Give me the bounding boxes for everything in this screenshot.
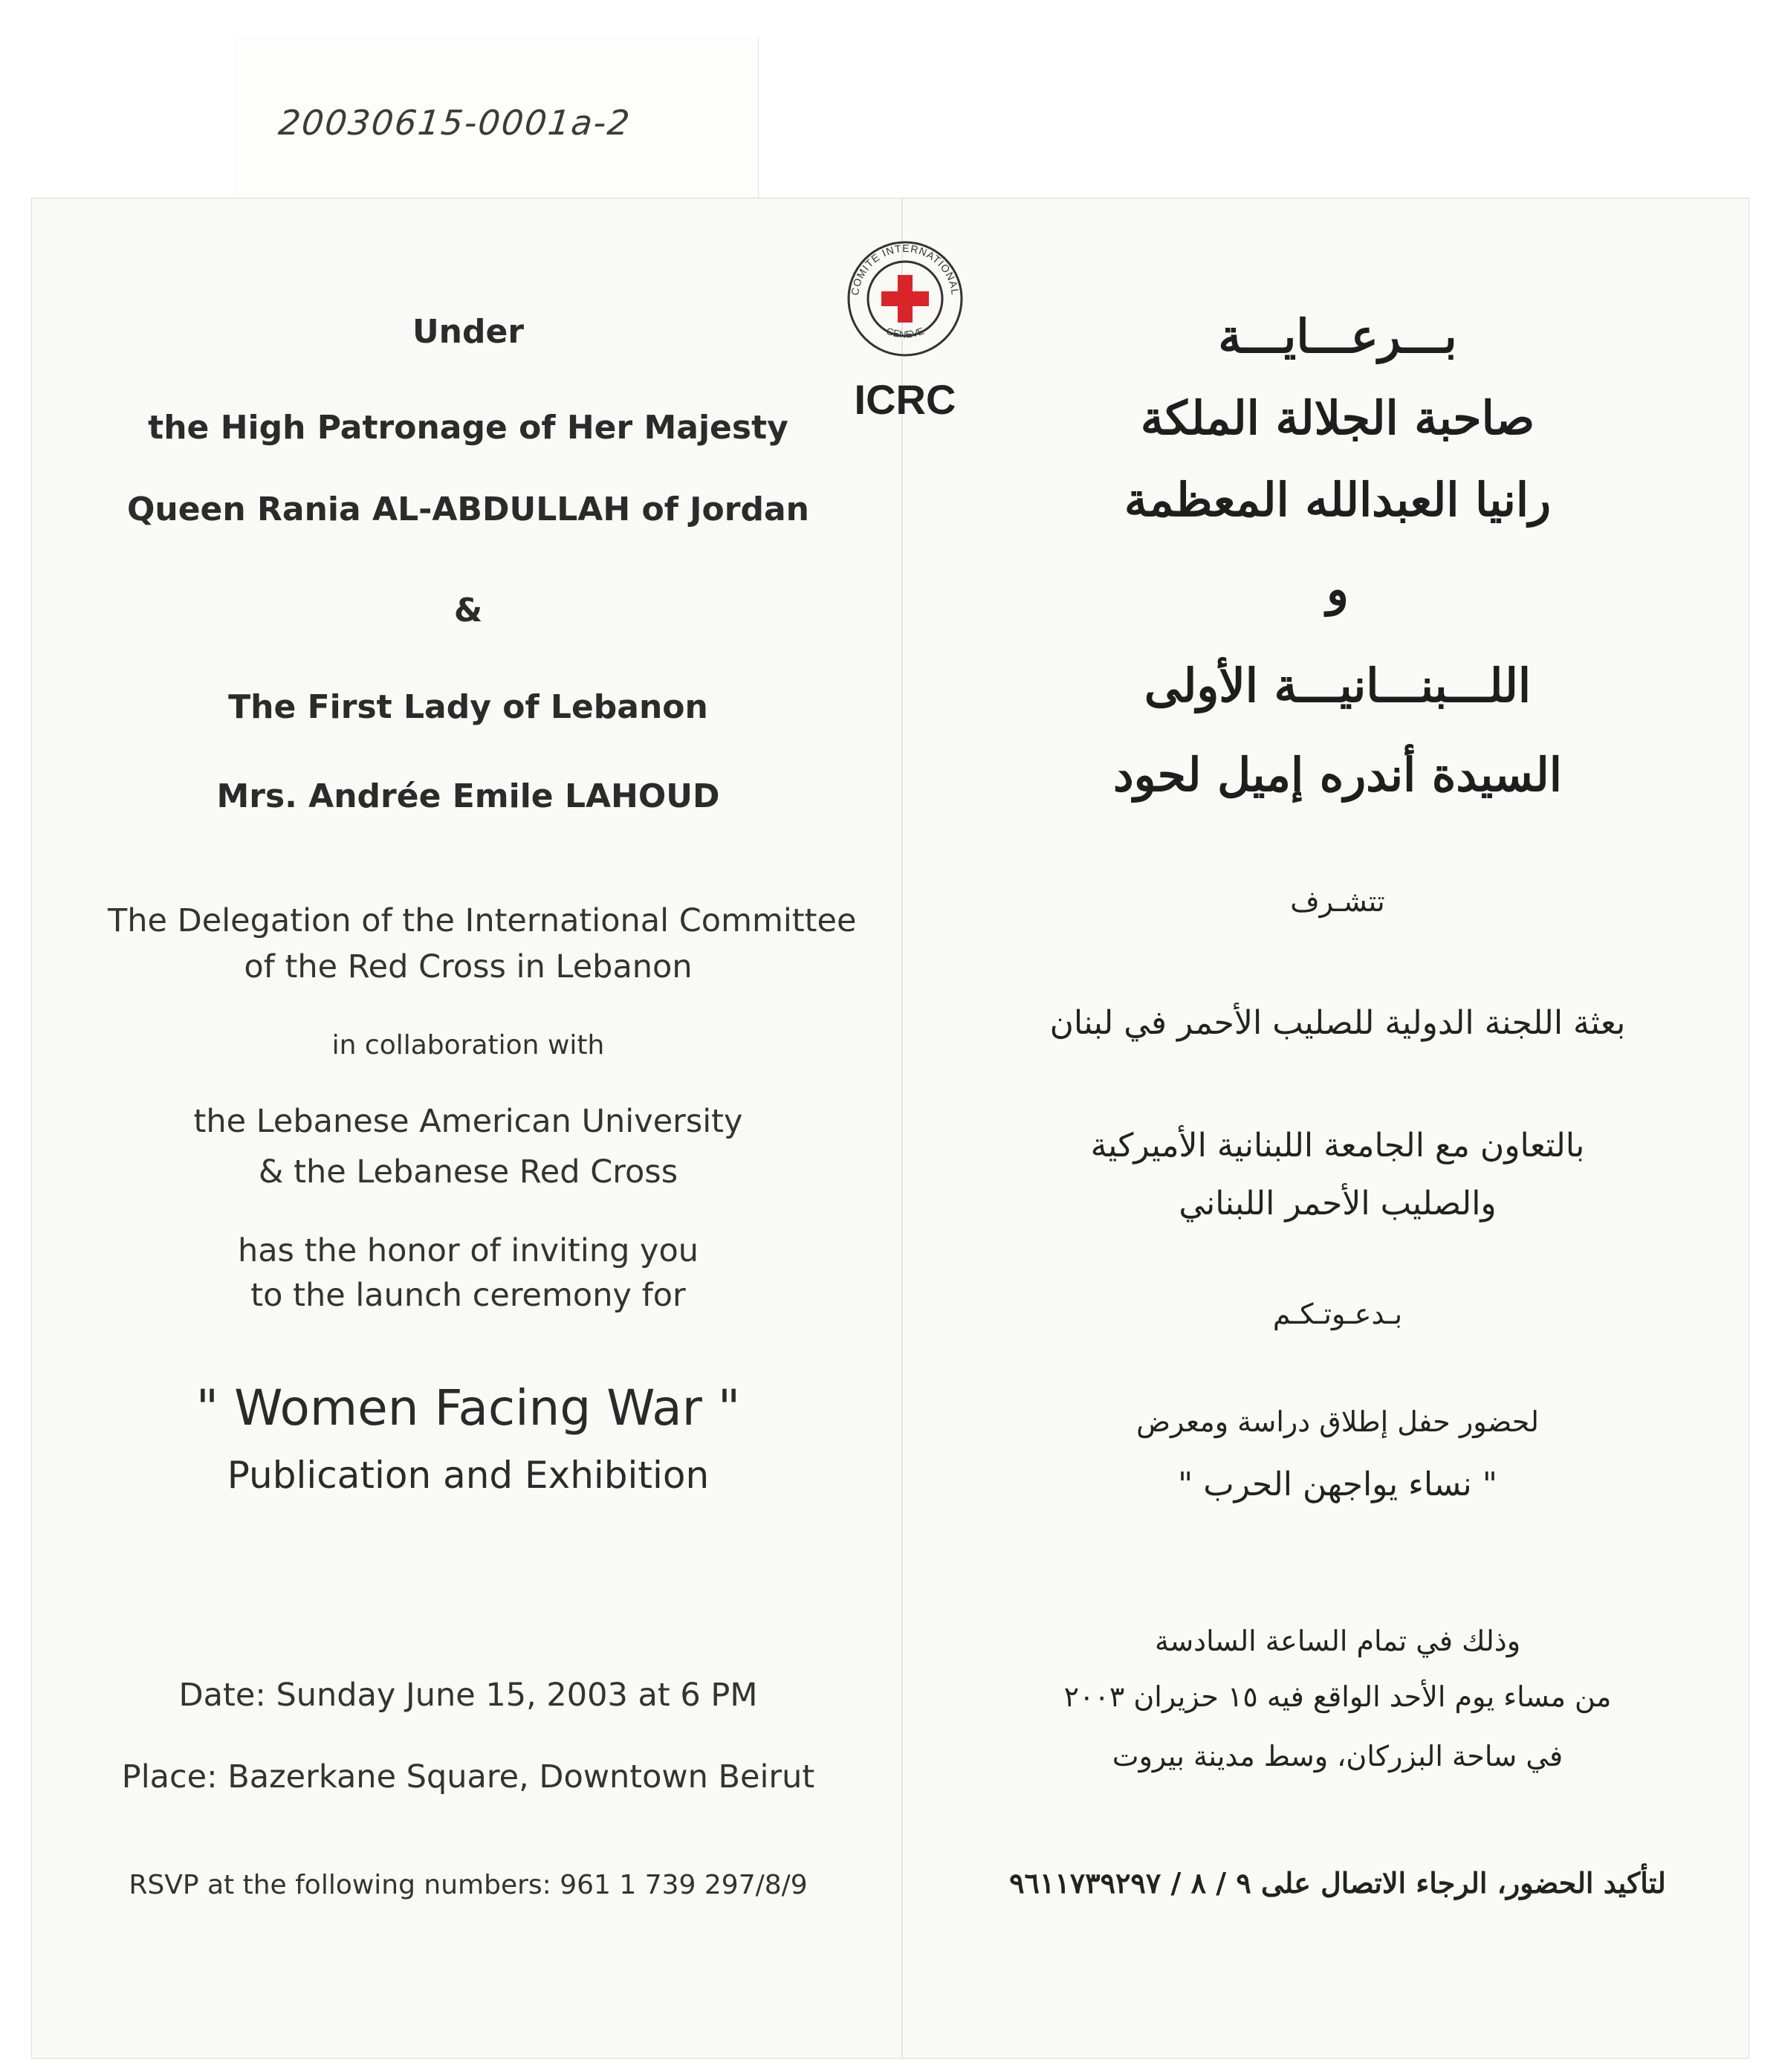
honor-line-2: to the launch ceremony for: [250, 1277, 686, 1314]
event-title: " Women Facing War ": [195, 1379, 741, 1437]
arabic-line-11: بـدعـوتـكـم: [1272, 1298, 1403, 1330]
partner-line-2: & the Lebanese Red Cross: [258, 1153, 678, 1191]
collaboration-line: in collaboration with: [331, 1030, 605, 1061]
card-fold: [901, 198, 903, 2057]
rsvp-line: RSVP at the following numbers: 961 1 739 297/8/9: [129, 1870, 808, 1900]
arabic-line-4: و: [1326, 562, 1349, 616]
first-lady-line: The First Lady of Lebanon: [228, 688, 708, 726]
event-place: Place: Bazerkane Square, Downtown Beirut: [121, 1758, 815, 1796]
arabic-line-6: السيدة أندره إميل لحود: [1112, 748, 1562, 802]
arabic-line-17: لتأكيد الحضور، الرجاء الاتصال على ٩ / ٨ / ٩٦١١٧٣٩٢٩٧: [1009, 1866, 1666, 1900]
delegation-line-1: The Delegation of the International Committee: [108, 902, 857, 939]
event-subtitle: Publication and Exhibition: [227, 1454, 710, 1497]
ampersand: &: [453, 592, 483, 629]
svg-text:COMITE INTERNATIONAL: COMITE INTERNATIONAL: [849, 242, 962, 297]
archive-label: 20030615-0001a-2: [276, 103, 633, 143]
arabic-line-1: بـــرعـــايـــة: [1218, 309, 1457, 363]
arabic-line-15: من مساء يوم الأحد الواقع فيه ١٥ حزيران ٢٠٠٣: [1063, 1680, 1612, 1713]
honor-line-1: has the honor of inviting you: [237, 1232, 699, 1269]
first-lady-name: Mrs. Andrée Emile LAHOUD: [216, 777, 720, 815]
delegation-line-2: of the Red Cross in Lebanon: [244, 948, 693, 985]
arabic-line-16: في ساحة البزركان، وسط مدينة بيروت: [1112, 1740, 1563, 1772]
arabic-line-5: اللـــبنـــانيـــة الأولى: [1144, 658, 1532, 713]
arabic-line-12: لحضور حفل إطلاق دراسة ومعرض: [1136, 1405, 1539, 1438]
queen-line: Queen Rania AL-ABDULLAH of Jordan: [126, 491, 809, 528]
arabic-line-9: بالتعاون مع الجامعة اللبنانية الأميركية: [1090, 1127, 1585, 1165]
arabic-line-7: تتشـرف: [1290, 885, 1385, 918]
patronage-line: the High Patronage of Her Majesty: [148, 409, 788, 447]
icrc-acronym: ICRC: [854, 376, 956, 423]
arabic-line-8: بعثة اللجنة الدولية للصليب الأحمر في لبنان: [1049, 1004, 1626, 1042]
under-heading: Under: [412, 313, 525, 351]
partner-line-1: the Lebanese American University: [193, 1103, 743, 1140]
arabic-line-2: صاحبة الجلالة الملكة: [1140, 391, 1535, 445]
event-date: Date: Sunday June 15, 2003 at 6 PM: [178, 1677, 758, 1714]
svg-text:GENEVE: GENEVE: [884, 325, 926, 340]
arabic-line-10: والصليب الأحمر اللبناني: [1179, 1185, 1497, 1223]
arabic-line-3: رانيا العبدالله المعظمة: [1124, 473, 1552, 527]
arabic-line-14: وذلك في تمام الساعة السادسة: [1154, 1625, 1521, 1657]
arabic-line-13: " نساء يواجهن الحرب ": [1178, 1466, 1497, 1503]
